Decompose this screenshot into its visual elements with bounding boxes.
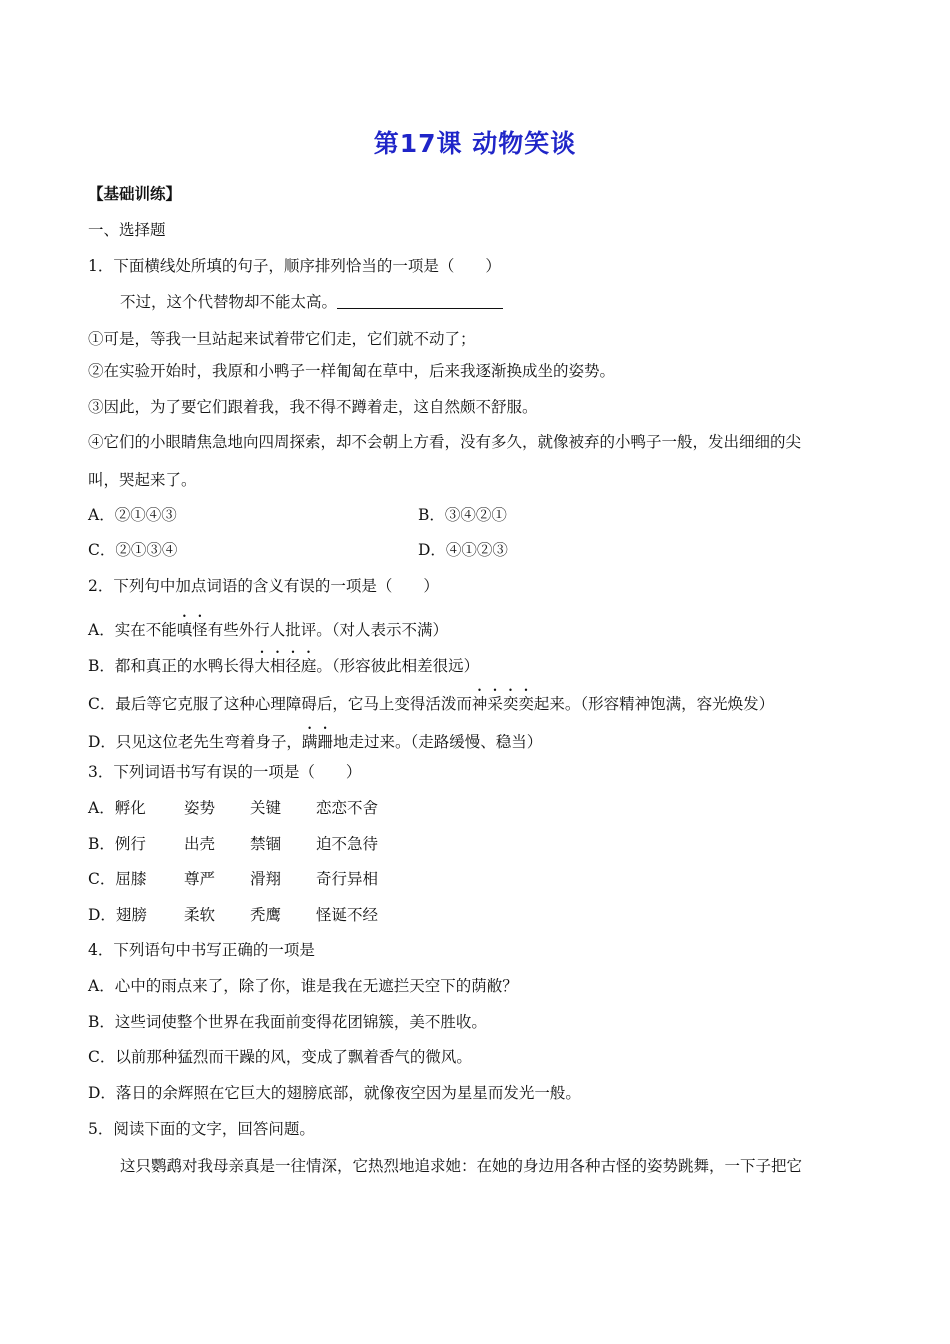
q3-option-row (88, 869, 378, 889)
q3-word: A．孵化 (88, 799, 146, 817)
q2-c-dotted-word: 神采奕奕 (471, 695, 534, 713)
q2-option-c (88, 686, 774, 714)
q3-word: 怪诞不经 (316, 906, 379, 924)
q4-option-d: D．落日的余辉照在它巨大的翅膀底部，就像夜空因为星星而发光一般。 (88, 1084, 581, 1102)
q2-d-suffix: 地走过来。（走路缓慢、稳当） (332, 733, 543, 751)
q5-passage: 这只鹦鹉对我母亲真是一往情深，它热烈地追求她：在她的身边用各种古怪的姿势跳舞，一下子把它 (120, 1157, 803, 1175)
q3-word: C．屈膝 (88, 870, 147, 888)
q3-word: 恋恋不舍 (316, 799, 379, 817)
q2-b-suffix: 。（形容彼此相差很远） (316, 657, 480, 675)
q1-sentence-4a: ④它们的小眼睛焦急地向四周探索，却不会朝上方看，没有多久，就像被弃的小鸭子一般，发出细细的尖 (88, 433, 802, 451)
q3-option-row (88, 798, 378, 818)
q3-word: 迫不急待 (316, 835, 379, 853)
q1-option-a: A．②①④③ (88, 506, 177, 524)
q3-word: 奇行异相 (316, 870, 379, 888)
q4-stem: 4．下列语句中书写正确的一项是 (88, 941, 315, 959)
q1-lead-text: 不过，这个代替物却不能太高。 (120, 293, 338, 311)
q3-option-row (88, 834, 378, 854)
q3-word: 姿势 (184, 799, 216, 817)
q2-a-dotted-word: 嗔怪 (176, 621, 208, 639)
q1-sentence-4b: 叫，哭起来了。 (88, 471, 197, 489)
q2-a-suffix: 有些外行人批评。（对人表示不满） (207, 621, 448, 639)
q1-blank (337, 292, 503, 309)
q4-option-a: A．心中的雨点来了，除了你，谁是我在无遮拦天空下的荫敝？ (88, 977, 518, 995)
q1-option-b: B．③④②① (418, 506, 507, 524)
q1-sentence-2: ②在实验开始时，我原和小鸭子一样匍匐在草中，后来我逐渐换成坐的姿势。 (88, 362, 616, 380)
q3-option-row (88, 905, 378, 925)
q5-stem: 5．阅读下面的文字，回答问题。 (88, 1120, 315, 1138)
q2-a-prefix: A．实在不能 (88, 621, 177, 639)
q2-b-dotted-word: 大相径庭 (254, 657, 317, 675)
q3-word: 出壳 (184, 835, 216, 853)
q2-b-prefix: B．都和真正的水鸭长得 (88, 657, 255, 675)
q1-sentence-1: ①可是，等我一旦站起来试着带它们走，它们就不动了； (88, 330, 476, 348)
part-one-heading: 一、选择题 (88, 221, 166, 239)
q1-option-c: C．②①③④ (88, 541, 178, 559)
q3-word: 禁锢 (250, 835, 282, 853)
q3-word: B．例行 (88, 835, 146, 853)
q1-stem: 1．下面横线处所填的句子，顺序排列恰当的一项是（ ） (88, 257, 501, 275)
q1-lead-sentence (120, 292, 503, 312)
q2-option-d (88, 724, 542, 752)
q2-c-prefix: C．最后等它克服了这种心理障碍后，它马上变得活泼而 (88, 695, 472, 713)
q3-word: 柔软 (184, 906, 216, 924)
q2-option-b (88, 648, 479, 676)
page-title: 第17课 动物笑谈 (373, 129, 577, 158)
q2-stem: 2．下列句中加点词语的含义有误的一项是（ ） (88, 577, 439, 595)
q1-sentence-3: ③因此，为了要它们跟着我，我不得不蹲着走，这自然颇不舒服。 (88, 398, 538, 416)
q3-word: 关键 (250, 799, 282, 817)
q3-word: 秃鹰 (250, 906, 282, 924)
q2-option-a (88, 612, 448, 640)
q4-option-c: C．以前那种猛烈而干躁的风，变成了飘着香气的微风。 (88, 1048, 472, 1066)
q2-d-prefix: D．只见这位老先生弯着身子， (88, 733, 302, 751)
q3-word: D．翅膀 (88, 906, 147, 924)
q2-d-dotted-word: 蹒跚 (301, 733, 333, 751)
q3-stem: 3．下列词语书写有误的一项是（ ） (88, 763, 362, 781)
q1-option-d: D．④①②③ (418, 541, 508, 559)
q2-c-suffix: 起来。（形容精神饱满，容光焕发） (533, 695, 775, 713)
q3-word: 滑翔 (250, 870, 282, 888)
section-heading: 【基础训练】 (88, 185, 182, 203)
q3-word: 尊严 (184, 870, 216, 888)
q4-option-b: B．这些词使整个世界在我面前变得花团锦簇，美不胜收。 (88, 1013, 487, 1031)
